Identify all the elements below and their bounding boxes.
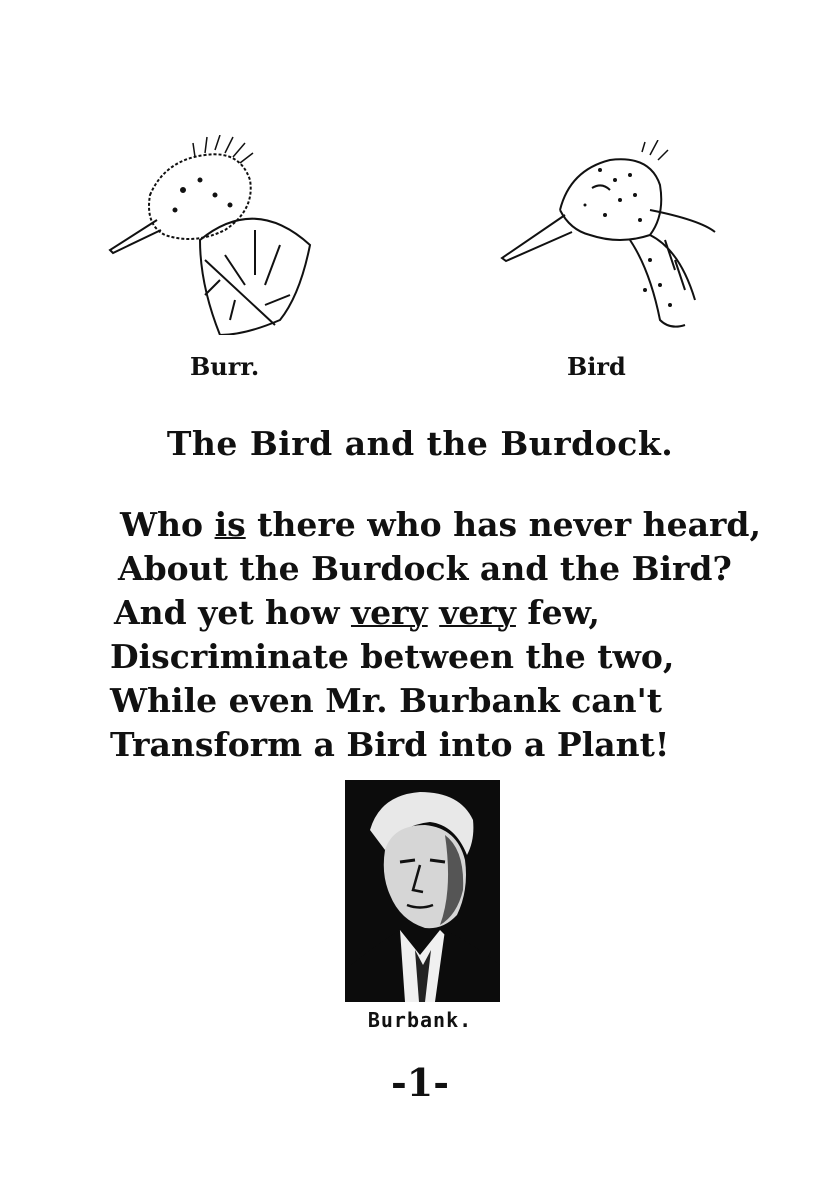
portrait-image <box>345 780 500 1002</box>
poem-line-2: About the Burdock and the Bird? <box>118 549 732 588</box>
poem-underlined-word: is <box>214 505 246 544</box>
burbank-portrait <box>345 780 500 1002</box>
burr-caption: Burr. <box>190 352 260 381</box>
poem-line-5: While even Mr. Burbank can't <box>110 681 663 720</box>
poem-text: few, <box>515 593 600 632</box>
poem-line-3 <box>110 591 761 635</box>
poem-line-1 <box>110 503 761 547</box>
poem-line-4: Discriminate between the two, <box>110 637 675 676</box>
poem-text: Who <box>120 505 215 544</box>
poem-underlined-word: very <box>439 593 516 632</box>
page-number: -1- <box>391 1060 449 1105</box>
poem-text <box>428 593 440 632</box>
poem-text: there who has never heard, <box>245 505 761 544</box>
poem-line-6: Transform a Bird into a Plant! <box>110 725 670 764</box>
poem-title: The Bird and the Burdock. <box>166 424 674 463</box>
portrait-caption: Burbank. <box>367 1008 473 1032</box>
poem-text: And yet how <box>114 593 351 632</box>
burr-illustration <box>105 135 325 335</box>
bird-illustration <box>500 140 720 335</box>
poem <box>110 503 761 767</box>
bird-caption: Bird <box>567 352 626 381</box>
poem-underlined-word: very <box>350 593 428 632</box>
